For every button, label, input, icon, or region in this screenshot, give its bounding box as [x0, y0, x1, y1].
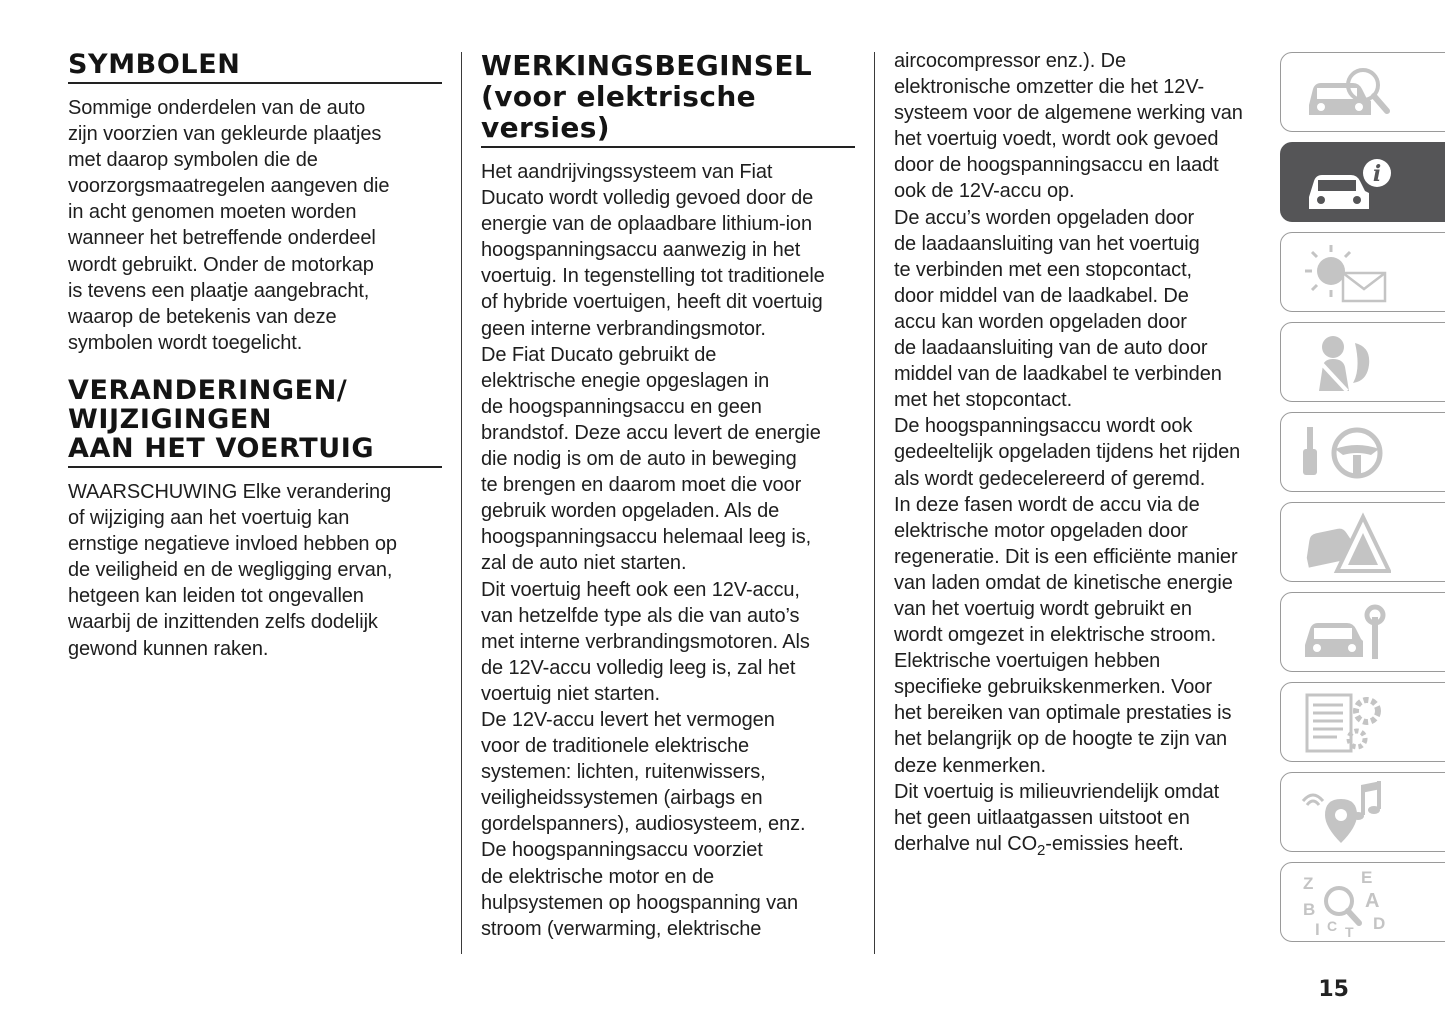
- index-letter-c: C: [1327, 918, 1338, 934]
- car-info-icon: [1301, 149, 1391, 217]
- tab-car-search[interactable]: [1280, 52, 1445, 132]
- column-middle: [481, 50, 855, 942]
- paragraph-symbolen: Sommige onderdelen van de auto zijn voorzien van gekleurde plaatjes met daarop symbolen die de voorzorgsmaatregelen aangeven die in acht genomen moeten worden wanneer het betreffende onderdeel wordt gebruikt. Onder de motorkap is tevens een plaatje aangebracht, waarop de betekenis van deze symbolen wordt toegelicht.: [68, 97, 390, 354]
- emergency-triangle-icon: [1301, 509, 1391, 577]
- column-left: [68, 50, 442, 662]
- co2-subscript: 2: [1037, 841, 1046, 859]
- warning-lights-messages-icon: [1301, 239, 1391, 307]
- index-letter-a: A: [1365, 890, 1380, 912]
- multimedia-icon: [1301, 779, 1391, 847]
- tab-safety[interactable]: [1280, 322, 1445, 402]
- info-letter: i: [1372, 161, 1382, 187]
- index-letter-i: I: [1315, 920, 1320, 937]
- paragraph-continued: [894, 48, 1272, 864]
- safety-airbag-icon: [1301, 329, 1391, 397]
- tab-warning-lights[interactable]: [1280, 232, 1445, 312]
- paragraph-continued-end: -emissies heeft.: [1045, 832, 1184, 855]
- tab-car-info[interactable]: [1280, 142, 1445, 222]
- index-letter-e: E: [1361, 869, 1373, 887]
- heading-veranderingen: VERANDERINGEN/ WIJZIGINGEN AAN HET VOERTUIG: [68, 376, 442, 468]
- tab-maintenance[interactable]: [1280, 592, 1445, 672]
- tab-technical-data[interactable]: [1280, 682, 1445, 762]
- index-letter-d: D: [1373, 914, 1386, 933]
- car-search-icon: [1301, 59, 1391, 127]
- car-maintenance-icon: [1301, 599, 1391, 667]
- technical-data-icon: [1301, 689, 1391, 757]
- heading-symbolen: SYMBOLEN: [68, 50, 442, 84]
- tab-emergency[interactable]: [1280, 502, 1445, 582]
- tab-multimedia[interactable]: [1280, 772, 1445, 852]
- index-letter-t: T: [1345, 924, 1354, 937]
- paragraph-werkingsbeginsel: Het aandrijvingssysteem van Fiat Ducato wordt volledig gevoed door de energie van de oplaadbare lithium-ion hoogspanningsaccu aanwezig in het voertuig. In tegenstelling tot traditionele of hybride voertuigen, heeft dit voertuig geen interne verbrandingsmotor. De Fiat Ducato gebruikt de elektrische enegie opgeslagen in de hoogspanningsaccu en geen brandstof. Deze accu levert de energie die nodig is om de auto in beweging te brengen en daarom moet die voor gebruik worden opgeladen. Als de hoogspanningsaccu helemaal leeg is, zal de auto niet starten. Dit voertuig heeft ook een 12V-accu, van hetzelfde type als die van auto’s met interne verbrandingsmotoren. Als de 12V-accu volledig leeg is, zal het voertuig niet starten. De 12V-accu levert het vermogen voor de traditionele elektrische systemen: lichten, ruitenwissers, veiligheidssystemen (airbags en gordelspanners), audiosysteem, enz. De hoogspanningsaccu voorziet de elektrische motor en de hulpsystemen op hoogspanning van stroom (verwarming, elektrische: [481, 161, 825, 940]
- column-divider-2: [874, 52, 875, 954]
- page-number: 15: [1318, 977, 1349, 1002]
- paragraph-warning: WAARSCHUWING Elke verandering of wijziging aan het voertuig kan ernstige negatieve invloed hebben op de veiligheid en de wegligging ervan, hetgeen kan leiden tot ongevallen waarbij de inzittenden zelfs dodelijk gewond kunnen raken.: [68, 480, 397, 660]
- tab-index[interactable]: [1280, 862, 1445, 942]
- column-right: [894, 50, 1272, 864]
- key-steering-wheel-icon: [1301, 419, 1391, 487]
- index-letter-z: Z: [1303, 874, 1314, 893]
- paragraph-continued-text: aircocompressor enz.). De elektronische omzetter die het 12V- systeem voor de algemene werking van het voertuig voedt, wordt ook gevoed door de hoogspanningsaccu en laadt ook de 12V-accu op. De accu’s worden opgeladen door de laadaansluiting van het voertuig te verbinden met een stopcontact, door middel van de laadkabel. De accu kan worden opgeladen door de laadaansluiting van de auto door middel van de laadkabel te verbinden met het stopcontact. De hoogspanningsaccu wordt ook gedeeltelijk opgeladen tijdens het rijden als wordt gedecelereerd of geremd. In deze fasen wordt de accu via de elektrische motor opgeladen door regeneratie. Dit is een efficiënte manier van laden omdat de kinetische energie van het voertuig wordt gebruikt en wordt omgezet in elektrische stroom. Elektrische voertuigen hebben specifieke gebruikskenmerken. Voor het bereiken van optimale prestaties is het belangrijk op de hoogte te zijn van deze kenmerken. Dit voertuig is milieuvriendelijk omdat het geen uitlaatgassen uitstoot en derhalve nul CO: [894, 50, 1243, 855]
- index-letter-b: B: [1303, 900, 1316, 919]
- heading-werkingsbeginsel: WERKINGSBEGINSEL (voor elektrische versies): [481, 50, 855, 148]
- alphabetical-index-icon: [1301, 869, 1391, 937]
- tab-starting-driving[interactable]: [1280, 412, 1445, 492]
- column-divider-1: [461, 52, 462, 954]
